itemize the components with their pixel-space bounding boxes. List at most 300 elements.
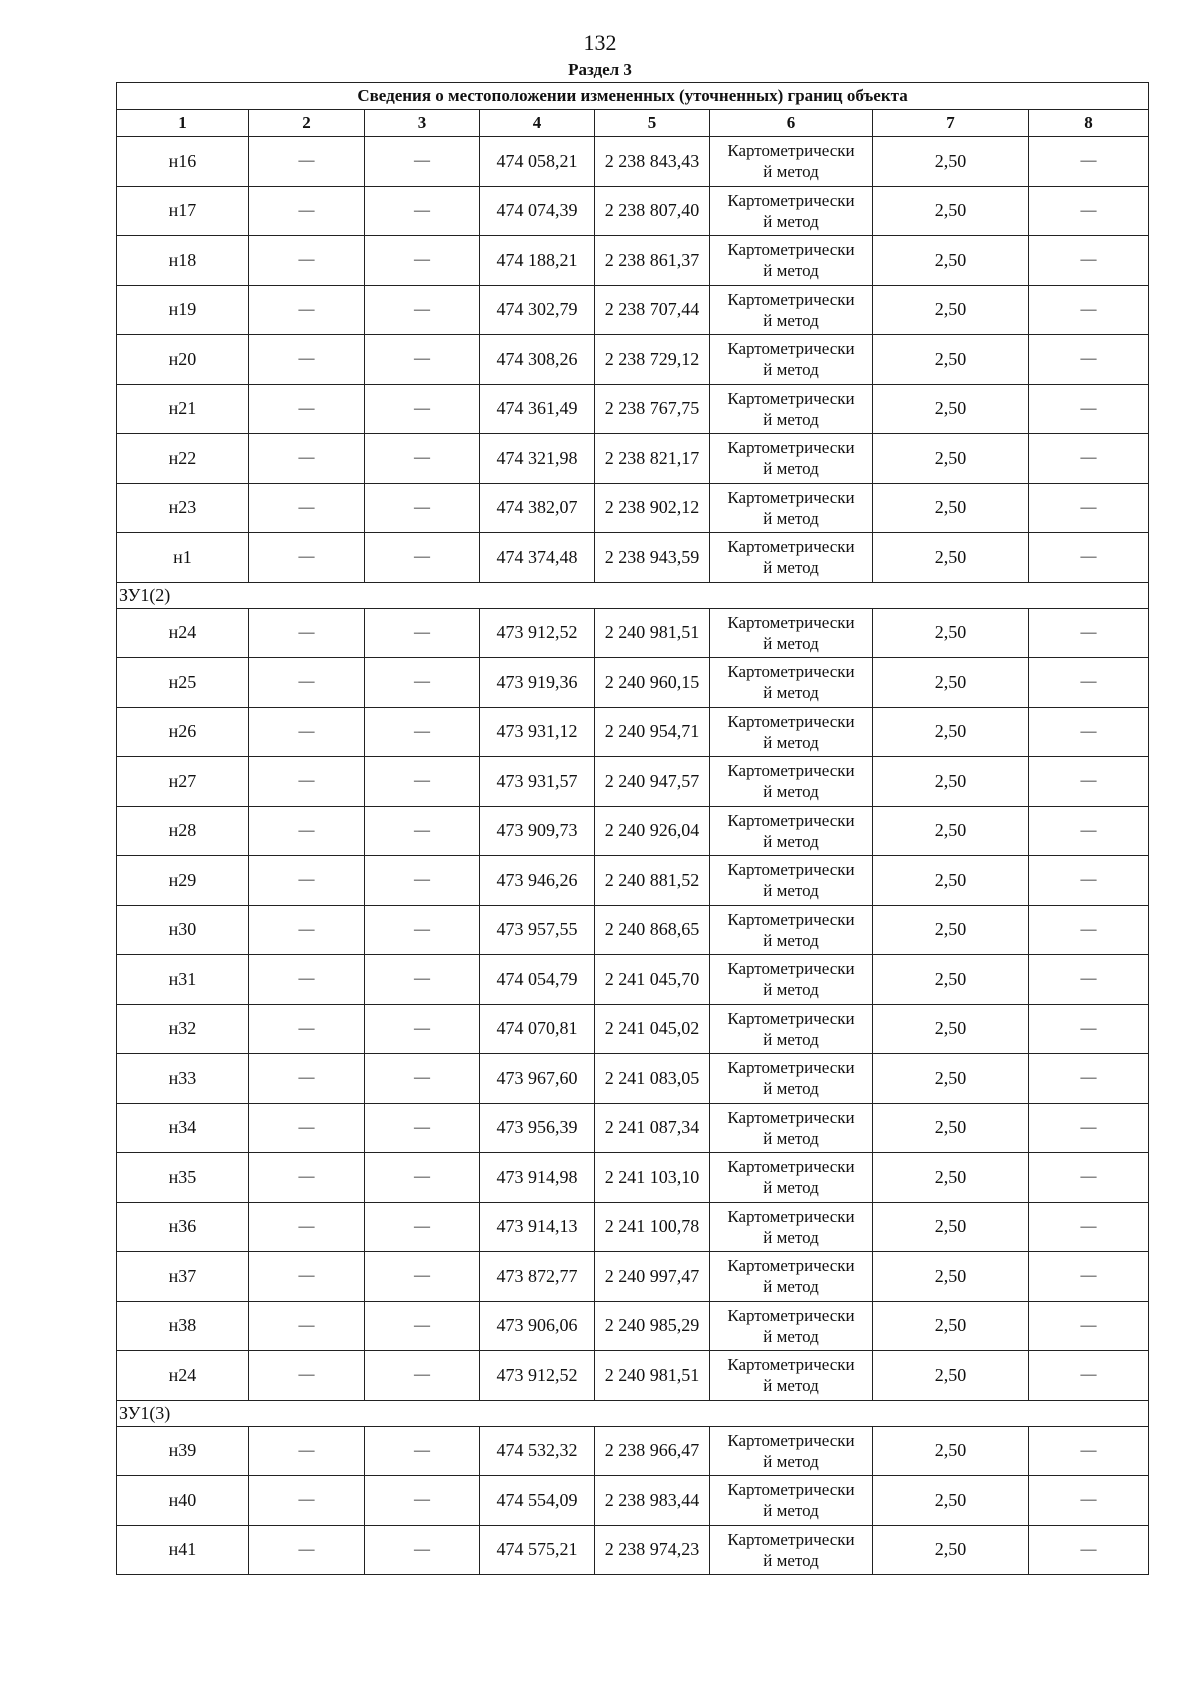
dash-cell: — — [1029, 856, 1149, 906]
method-line: Картометрически — [727, 1157, 855, 1177]
accuracy-cell: 2,50 — [873, 905, 1029, 955]
x-coordinate-cell: 473 914,98 — [480, 1153, 595, 1203]
dash-cell: — — [1029, 757, 1149, 807]
method-line: й метод — [763, 782, 819, 802]
method-cell — [710, 483, 873, 533]
method-line: й метод — [763, 261, 819, 281]
method-cell — [710, 285, 873, 335]
method-cell — [710, 137, 873, 187]
method-line: й метод — [763, 1550, 819, 1570]
point-name-cell: н24 — [117, 608, 249, 658]
method-line: Картометрически — [727, 860, 855, 880]
method-line: Картометрически — [727, 1355, 855, 1375]
group-row — [117, 582, 1149, 608]
point-name-cell: н40 — [117, 1476, 249, 1526]
method-cell — [710, 1202, 873, 1252]
method-line: й метод — [763, 1501, 819, 1521]
method-line: й метод — [763, 310, 819, 330]
dash-cell: — — [365, 1054, 480, 1104]
x-coordinate-cell: 473 956,39 — [480, 1103, 595, 1153]
table-row — [117, 658, 1149, 708]
point-name-cell: н28 — [117, 806, 249, 856]
x-coordinate-cell: 474 374,48 — [480, 533, 595, 583]
dash-cell: — — [249, 608, 365, 658]
method-cell — [710, 658, 873, 708]
method-line: Картометрически — [727, 1206, 855, 1226]
method-line: Картометрически — [727, 810, 855, 830]
accuracy-cell: 2,50 — [873, 757, 1029, 807]
dash-cell: — — [365, 757, 480, 807]
dash-cell: — — [249, 1426, 365, 1476]
accuracy-cell: 2,50 — [873, 608, 1029, 658]
method-cell — [710, 1103, 873, 1153]
column-number: 3 — [365, 110, 480, 137]
method-line: Картометрически — [727, 711, 855, 731]
dash-cell: — — [365, 856, 480, 906]
method-line: Картометрически — [727, 1008, 855, 1028]
y-coordinate-cell: 2 240 926,04 — [595, 806, 710, 856]
method-line: Картометрически — [727, 289, 855, 309]
point-name-cell: н22 — [117, 434, 249, 484]
method-line: й метод — [763, 831, 819, 851]
method-cell — [710, 1252, 873, 1302]
accuracy-cell: 2,50 — [873, 955, 1029, 1005]
dash-cell: — — [365, 434, 480, 484]
accuracy-cell: 2,50 — [873, 806, 1029, 856]
accuracy-cell: 2,50 — [873, 1252, 1029, 1302]
table-row — [117, 1202, 1149, 1252]
dash-cell: — — [1029, 335, 1149, 385]
x-coordinate-cell: 473 946,26 — [480, 856, 595, 906]
method-line: й метод — [763, 732, 819, 752]
accuracy-cell: 2,50 — [873, 1426, 1029, 1476]
method-line: Картометрически — [727, 1529, 855, 1549]
method-line: й метод — [763, 459, 819, 479]
dash-cell: — — [1029, 806, 1149, 856]
method-cell — [710, 856, 873, 906]
x-coordinate-cell: 473 912,52 — [480, 608, 595, 658]
y-coordinate-cell: 2 241 083,05 — [595, 1054, 710, 1104]
dash-cell: — — [249, 1202, 365, 1252]
point-name-cell: н36 — [117, 1202, 249, 1252]
table-row — [117, 1103, 1149, 1153]
method-line: й метод — [763, 1128, 819, 1148]
point-name-cell: н1 — [117, 533, 249, 583]
point-name-cell: н39 — [117, 1426, 249, 1476]
dash-cell: — — [1029, 1252, 1149, 1302]
method-cell — [710, 955, 873, 1005]
x-coordinate-cell: 474 575,21 — [480, 1525, 595, 1575]
y-coordinate-cell: 2 240 954,71 — [595, 707, 710, 757]
method-cell — [710, 1525, 873, 1575]
point-name-cell: н35 — [117, 1153, 249, 1203]
y-coordinate-cell: 2 241 045,02 — [595, 1004, 710, 1054]
x-coordinate-cell: 474 302,79 — [480, 285, 595, 335]
dash-cell: — — [365, 1476, 480, 1526]
method-line: Картометрически — [727, 388, 855, 408]
accuracy-cell: 2,50 — [873, 856, 1029, 906]
table-row — [117, 856, 1149, 906]
dash-cell: — — [365, 1103, 480, 1153]
dash-cell: — — [1029, 1004, 1149, 1054]
table-row — [117, 1476, 1149, 1526]
y-coordinate-cell: 2 240 985,29 — [595, 1301, 710, 1351]
point-name-cell: н19 — [117, 285, 249, 335]
table-row — [117, 1301, 1149, 1351]
method-line: Картометрически — [727, 1107, 855, 1127]
method-line: й метод — [763, 558, 819, 578]
method-cell — [710, 707, 873, 757]
accuracy-cell: 2,50 — [873, 434, 1029, 484]
y-coordinate-cell: 2 238 983,44 — [595, 1476, 710, 1526]
method-cell — [710, 335, 873, 385]
dash-cell: — — [249, 483, 365, 533]
dash-cell: — — [249, 335, 365, 385]
y-coordinate-cell: 2 241 045,70 — [595, 955, 710, 1005]
y-coordinate-cell: 2 241 087,34 — [595, 1103, 710, 1153]
point-name-cell: н24 — [117, 1351, 249, 1401]
group-label: ЗУ1(3) — [117, 1400, 1149, 1426]
table-row — [117, 1054, 1149, 1104]
method-cell — [710, 1153, 873, 1203]
dash-cell: — — [365, 905, 480, 955]
dash-cell: — — [249, 236, 365, 286]
method-cell — [710, 806, 873, 856]
dash-cell: — — [249, 186, 365, 236]
accuracy-cell: 2,50 — [873, 533, 1029, 583]
x-coordinate-cell: 473 957,55 — [480, 905, 595, 955]
table-row — [117, 186, 1149, 236]
dash-cell: — — [1029, 1054, 1149, 1104]
method-cell — [710, 434, 873, 484]
column-number: 1 — [117, 110, 249, 137]
dash-cell: — — [249, 1476, 365, 1526]
accuracy-cell: 2,50 — [873, 1103, 1029, 1153]
method-line: й метод — [763, 1376, 819, 1396]
table-row — [117, 1252, 1149, 1302]
y-coordinate-cell: 2 238 729,12 — [595, 335, 710, 385]
method-line: й метод — [763, 360, 819, 380]
point-name-cell: н16 — [117, 137, 249, 187]
method-line: й метод — [763, 633, 819, 653]
dash-cell: — — [249, 1351, 365, 1401]
dash-cell: — — [365, 285, 480, 335]
dash-cell: — — [365, 806, 480, 856]
y-coordinate-cell: 2 238 943,59 — [595, 533, 710, 583]
dash-cell: — — [1029, 483, 1149, 533]
dash-cell: — — [365, 1202, 480, 1252]
table-row — [117, 384, 1149, 434]
y-coordinate-cell: 2 240 868,65 — [595, 905, 710, 955]
method-line: й метод — [763, 683, 819, 703]
method-line: й метод — [763, 1326, 819, 1346]
dash-cell: — — [1029, 1202, 1149, 1252]
method-line: Картометрически — [727, 959, 855, 979]
y-coordinate-cell: 2 241 103,10 — [595, 1153, 710, 1203]
point-name-cell: н32 — [117, 1004, 249, 1054]
dash-cell: — — [249, 905, 365, 955]
y-coordinate-cell: 2 238 966,47 — [595, 1426, 710, 1476]
point-name-cell: н20 — [117, 335, 249, 385]
column-number: 2 — [249, 110, 365, 137]
method-line: Картометрически — [727, 240, 855, 260]
method-line: Картометрически — [727, 662, 855, 682]
x-coordinate-cell: 473 872,77 — [480, 1252, 595, 1302]
method-cell — [710, 533, 873, 583]
dash-cell: — — [1029, 1426, 1149, 1476]
accuracy-cell: 2,50 — [873, 335, 1029, 385]
accuracy-cell: 2,50 — [873, 1476, 1029, 1526]
y-coordinate-cell: 2 238 843,43 — [595, 137, 710, 187]
method-line: Картометрически — [727, 537, 855, 557]
y-coordinate-cell: 2 238 767,75 — [595, 384, 710, 434]
dash-cell: — — [1029, 905, 1149, 955]
dash-cell: — — [249, 1103, 365, 1153]
method-cell — [710, 608, 873, 658]
method-cell — [710, 1004, 873, 1054]
method-line: Картометрически — [727, 1256, 855, 1276]
method-line: Картометрически — [727, 1058, 855, 1078]
accuracy-cell: 2,50 — [873, 1202, 1029, 1252]
x-coordinate-cell: 474 382,07 — [480, 483, 595, 533]
page-number: 132 — [583, 30, 617, 55]
table-row — [117, 434, 1149, 484]
dash-cell: — — [365, 955, 480, 1005]
dash-cell: — — [249, 1054, 365, 1104]
dash-cell: — — [249, 1004, 365, 1054]
dash-cell: — — [1029, 1351, 1149, 1401]
method-line: й метод — [763, 980, 819, 1000]
accuracy-cell: 2,50 — [873, 1525, 1029, 1575]
dash-cell: — — [365, 608, 480, 658]
dash-cell: — — [249, 658, 365, 708]
dash-cell: — — [249, 856, 365, 906]
accuracy-cell: 2,50 — [873, 483, 1029, 533]
dash-cell: — — [1029, 186, 1149, 236]
point-name-cell: н31 — [117, 955, 249, 1005]
accuracy-cell: 2,50 — [873, 1153, 1029, 1203]
group-row — [117, 1400, 1149, 1426]
method-cell — [710, 1301, 873, 1351]
dash-cell: — — [1029, 608, 1149, 658]
x-coordinate-cell: 473 919,36 — [480, 658, 595, 708]
method-line: й метод — [763, 1277, 819, 1297]
method-line: й метод — [763, 1227, 819, 1247]
method-line: Картометрически — [727, 438, 855, 458]
dash-cell: — — [365, 236, 480, 286]
column-number: 7 — [873, 110, 1029, 137]
method-cell — [710, 1351, 873, 1401]
x-coordinate-cell: 473 906,06 — [480, 1301, 595, 1351]
dash-cell: — — [1029, 1153, 1149, 1203]
accuracy-cell: 2,50 — [873, 236, 1029, 286]
dash-cell: — — [365, 137, 480, 187]
y-coordinate-cell: 2 238 861,37 — [595, 236, 710, 286]
x-coordinate-cell: 474 321,98 — [480, 434, 595, 484]
dash-cell: — — [249, 285, 365, 335]
dash-cell: — — [365, 658, 480, 708]
method-line: й метод — [763, 1079, 819, 1099]
accuracy-cell: 2,50 — [873, 1054, 1029, 1104]
x-coordinate-cell: 474 054,79 — [480, 955, 595, 1005]
table-row — [117, 707, 1149, 757]
method-line: Картометрически — [727, 1430, 855, 1450]
x-coordinate-cell: 474 532,32 — [480, 1426, 595, 1476]
dash-cell: — — [1029, 533, 1149, 583]
point-name-cell: н25 — [117, 658, 249, 708]
table-row — [117, 1351, 1149, 1401]
column-number: 8 — [1029, 110, 1149, 137]
column-number: 6 — [710, 110, 873, 137]
dash-cell: — — [249, 1525, 365, 1575]
point-name-cell: н33 — [117, 1054, 249, 1104]
table-row — [117, 137, 1149, 187]
column-number: 4 — [480, 110, 595, 137]
y-coordinate-cell: 2 240 881,52 — [595, 856, 710, 906]
point-name-cell: н30 — [117, 905, 249, 955]
method-line: й метод — [763, 409, 819, 429]
point-name-cell: н41 — [117, 1525, 249, 1575]
point-name-cell: н17 — [117, 186, 249, 236]
table-row — [117, 905, 1149, 955]
y-coordinate-cell: 2 238 707,44 — [595, 285, 710, 335]
method-line: Картометрически — [727, 141, 855, 161]
accuracy-cell: 2,50 — [873, 1301, 1029, 1351]
table-caption: Сведения о местоположении измененных (уточненных) границ объекта — [117, 83, 1149, 110]
dash-cell: — — [365, 1252, 480, 1302]
x-coordinate-cell: 474 361,49 — [480, 384, 595, 434]
table-row — [117, 1525, 1149, 1575]
x-coordinate-cell: 474 058,21 — [480, 137, 595, 187]
dash-cell: — — [249, 1153, 365, 1203]
x-coordinate-cell: 473 931,12 — [480, 707, 595, 757]
dash-cell: — — [1029, 384, 1149, 434]
dash-cell: — — [365, 707, 480, 757]
x-coordinate-cell: 473 931,57 — [480, 757, 595, 807]
y-coordinate-cell: 2 238 821,17 — [595, 434, 710, 484]
point-name-cell: н26 — [117, 707, 249, 757]
x-coordinate-cell: 474 188,21 — [480, 236, 595, 286]
boundary-coordinates-table — [116, 82, 1149, 1575]
dash-cell: — — [1029, 285, 1149, 335]
y-coordinate-cell: 2 240 997,47 — [595, 1252, 710, 1302]
method-line: Картометрически — [727, 339, 855, 359]
point-name-cell: н23 — [117, 483, 249, 533]
method-cell — [710, 1426, 873, 1476]
method-line: й метод — [763, 162, 819, 182]
point-name-cell: н29 — [117, 856, 249, 906]
method-line: Картометрически — [727, 487, 855, 507]
y-coordinate-cell: 2 238 902,12 — [595, 483, 710, 533]
method-line: й метод — [763, 1178, 819, 1198]
column-number: 5 — [595, 110, 710, 137]
accuracy-cell: 2,50 — [873, 384, 1029, 434]
accuracy-cell: 2,50 — [873, 1351, 1029, 1401]
y-coordinate-cell: 2 241 100,78 — [595, 1202, 710, 1252]
table-row — [117, 285, 1149, 335]
dash-cell: — — [1029, 1476, 1149, 1526]
x-coordinate-cell: 473 967,60 — [480, 1054, 595, 1104]
dash-cell: — — [365, 1004, 480, 1054]
method-cell — [710, 236, 873, 286]
table-row — [117, 1004, 1149, 1054]
dash-cell: — — [249, 1252, 365, 1302]
method-line: Картометрически — [727, 612, 855, 632]
point-name-cell: н27 — [117, 757, 249, 807]
table-row — [117, 955, 1149, 1005]
table-row — [117, 757, 1149, 807]
group-label: ЗУ1(2) — [117, 582, 1149, 608]
method-line: Картометрически — [727, 1480, 855, 1500]
method-line: Картометрически — [727, 909, 855, 929]
dash-cell: — — [249, 137, 365, 187]
dash-cell: — — [1029, 707, 1149, 757]
table-row — [117, 483, 1149, 533]
method-cell — [710, 757, 873, 807]
method-line: й метод — [763, 1451, 819, 1471]
method-line: й метод — [763, 211, 819, 231]
y-coordinate-cell: 2 240 960,15 — [595, 658, 710, 708]
table-body — [117, 137, 1149, 1575]
table-row — [117, 335, 1149, 385]
x-coordinate-cell: 473 909,73 — [480, 806, 595, 856]
dash-cell: — — [1029, 434, 1149, 484]
dash-cell: — — [249, 384, 365, 434]
y-coordinate-cell: 2 240 981,51 — [595, 608, 710, 658]
accuracy-cell: 2,50 — [873, 285, 1029, 335]
dash-cell: — — [1029, 236, 1149, 286]
accuracy-cell: 2,50 — [873, 186, 1029, 236]
dash-cell: — — [365, 1153, 480, 1203]
column-number-row — [117, 110, 1149, 137]
dash-cell: — — [1029, 955, 1149, 1005]
method-cell — [710, 1476, 873, 1526]
method-cell — [710, 384, 873, 434]
dash-cell: — — [1029, 1525, 1149, 1575]
dash-cell: — — [365, 1525, 480, 1575]
dash-cell: — — [365, 335, 480, 385]
y-coordinate-cell: 2 240 947,57 — [595, 757, 710, 807]
method-cell — [710, 1054, 873, 1104]
dash-cell: — — [249, 1301, 365, 1351]
point-name-cell: н21 — [117, 384, 249, 434]
accuracy-cell: 2,50 — [873, 707, 1029, 757]
table-row — [117, 236, 1149, 286]
method-line: й метод — [763, 508, 819, 528]
x-coordinate-cell: 474 554,09 — [480, 1476, 595, 1526]
dash-cell: — — [365, 186, 480, 236]
dash-cell: — — [249, 533, 365, 583]
method-line: Картометрически — [727, 190, 855, 210]
accuracy-cell: 2,50 — [873, 137, 1029, 187]
point-name-cell: н38 — [117, 1301, 249, 1351]
dash-cell: — — [1029, 1301, 1149, 1351]
table-row — [117, 533, 1149, 583]
dash-cell: — — [365, 533, 480, 583]
y-coordinate-cell: 2 238 974,23 — [595, 1525, 710, 1575]
dash-cell: — — [249, 955, 365, 1005]
dash-cell: — — [365, 1351, 480, 1401]
accuracy-cell: 2,50 — [873, 658, 1029, 708]
dash-cell: — — [365, 1426, 480, 1476]
method-line: Картометрически — [727, 761, 855, 781]
x-coordinate-cell: 473 914,13 — [480, 1202, 595, 1252]
dash-cell: — — [365, 384, 480, 434]
table-row — [117, 608, 1149, 658]
table-row — [117, 806, 1149, 856]
dash-cell: — — [249, 806, 365, 856]
method-line: Картометрически — [727, 1305, 855, 1325]
